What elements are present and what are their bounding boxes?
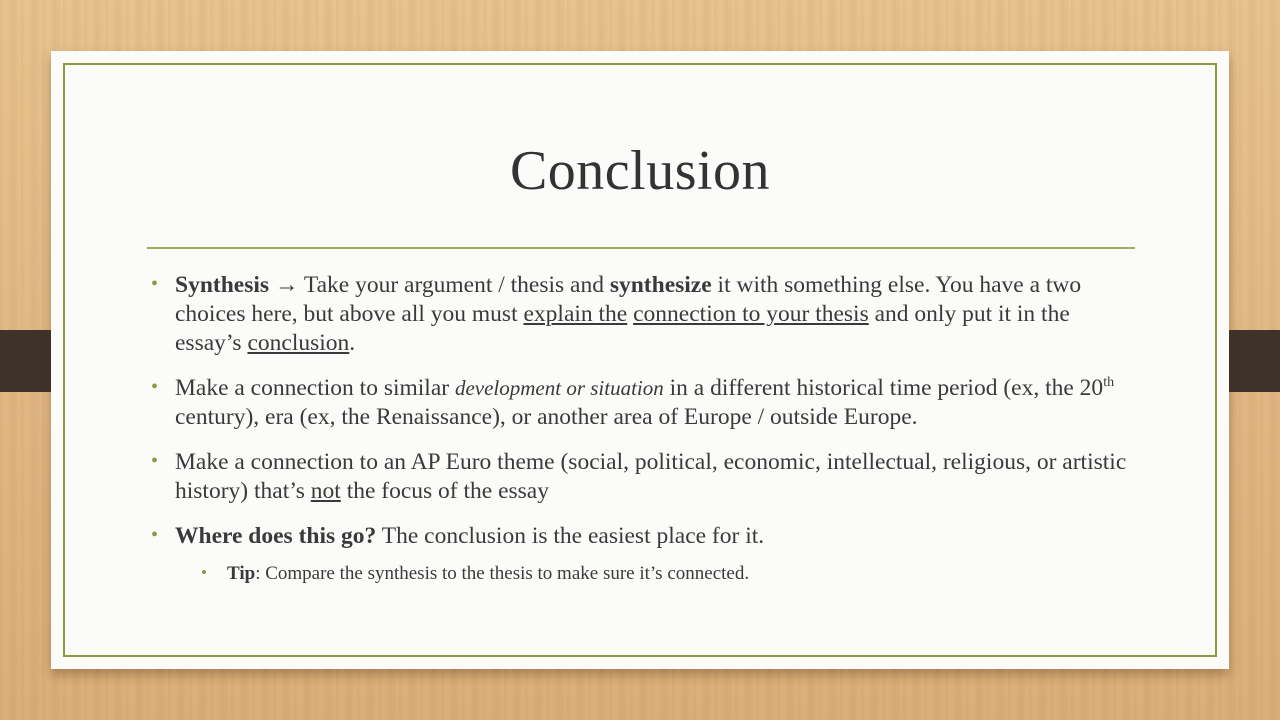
bullet-dot: •	[151, 450, 159, 472]
bullet-dot: •	[151, 376, 159, 398]
bullet-bold: synthesize	[609, 272, 712, 298]
tip-label: Tip	[227, 563, 256, 584]
bullet-text: the focus of the essay	[340, 478, 549, 504]
bullet-dot: •	[201, 563, 207, 582]
superscript: th	[1103, 375, 1115, 391]
synthesis-label: Synthesis	[175, 272, 270, 298]
bullet-similar-development	[151, 374, 1141, 432]
slide-title: Conclusion	[509, 140, 771, 202]
bullet-text: in a different historical time period (ex, the 20	[663, 375, 1104, 401]
title-divider	[147, 247, 1135, 249]
underlined-text: not	[310, 478, 341, 504]
bullet-synthesis: • Synthesis → Take your argument / thesis and synthesize it with something else. You have a two choices here, but above all you must explain the connection to your thesis and only put it in the essay’s conclusion.	[151, 272, 1082, 356]
sub-bullet-tip	[201, 561, 1141, 587]
tip-text: : Compare the synthesis to the thesis to make sure it’s connected.	[255, 563, 750, 584]
bullet-text: and only put it in the essay’s	[175, 301, 1070, 356]
bullet-text: Make a connection to an AP Euro theme (social, political, economic, intellectual, religious, or artistic history) that’s	[175, 449, 1127, 504]
bullet-text: Take your argument / thesis and	[298, 272, 610, 298]
slide-card	[51, 51, 1229, 669]
bullet-text: The conclusion is the easiest place for it.	[376, 523, 765, 549]
bullet-where	[151, 522, 1141, 551]
bullet-text: Make a connection to similar	[175, 375, 455, 401]
bullet-bold: Where does this go?	[175, 523, 377, 549]
underlined-text: conclusion	[247, 330, 350, 356]
underlined-text: connection to your thesis	[633, 301, 869, 327]
bullet-dot: •	[151, 273, 159, 295]
bullet-text: it with something else. You have a two choices here, but above all you must	[175, 272, 1082, 327]
arrow-icon: →	[274, 272, 299, 298]
bullet-ap-theme	[151, 448, 1141, 506]
bullet-text: century), era (ex, the Renaissance), or another area of Europe / outside Europe.	[175, 404, 918, 430]
bullet-list	[151, 271, 1141, 587]
bullet-dot: •	[151, 524, 159, 546]
underlined-text: explain the	[523, 301, 628, 327]
italic-text: development or situation	[454, 376, 664, 400]
